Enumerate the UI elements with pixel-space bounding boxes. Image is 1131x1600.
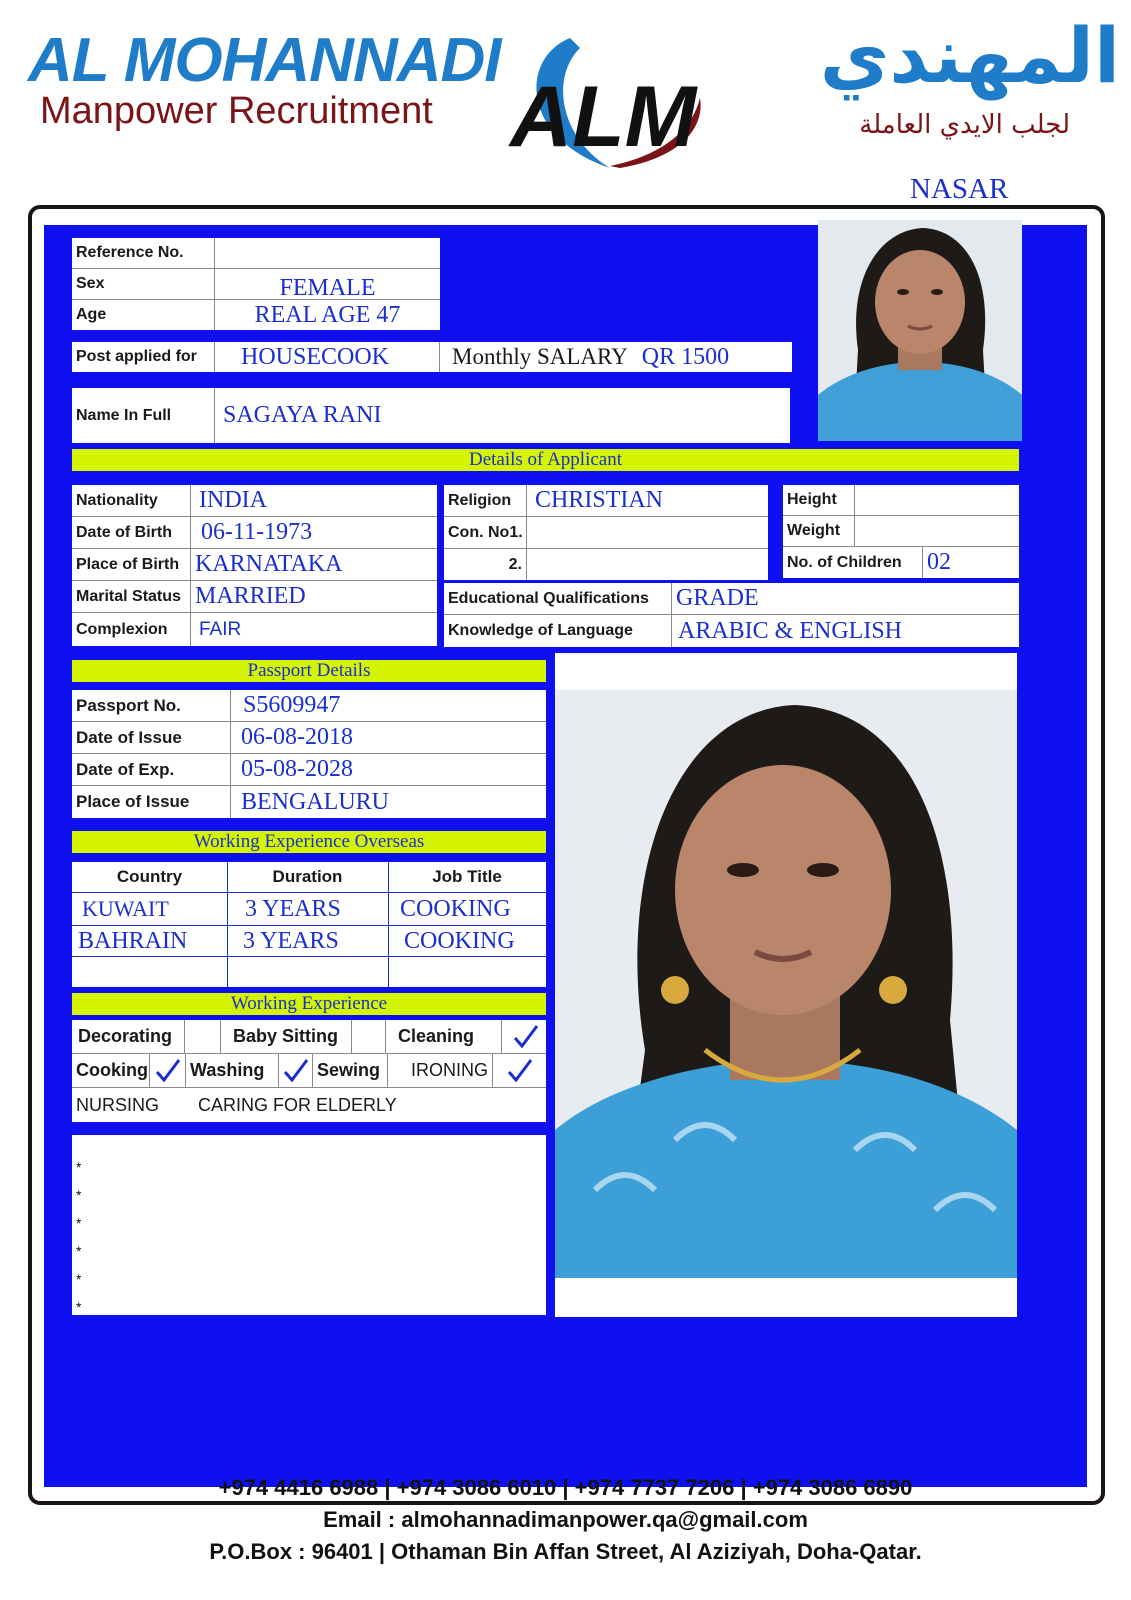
table-row — [72, 893, 546, 926]
section-passport: Passport Details — [72, 660, 546, 682]
complexion-label: Complexion — [72, 613, 191, 646]
notes-box — [72, 1135, 546, 1315]
logo-text: ALM — [510, 69, 697, 165]
passport-table — [72, 690, 546, 818]
reference-value — [215, 238, 440, 268]
weight-label: Weight — [783, 516, 855, 546]
passport-exp-label: Date of Exp. — [72, 754, 231, 785]
overseas-header-duration: Duration — [272, 867, 343, 886]
passport-no-value: S5609947 — [243, 692, 341, 718]
children-label: No. of Children — [783, 547, 923, 578]
person-portrait-icon — [555, 690, 1017, 1278]
marital-label: Marital Status — [72, 581, 191, 612]
contact2-value — [527, 549, 768, 580]
check-icon — [493, 1054, 546, 1087]
note-bullet: * — [76, 1215, 82, 1231]
table-row — [72, 957, 546, 987]
exp-decorating: Decorating — [72, 1020, 185, 1053]
exp-sewing: Sewing — [313, 1054, 388, 1087]
nationality-value: INDIA — [199, 487, 267, 513]
notes-list — [76, 1153, 81, 1321]
table-row — [72, 926, 546, 957]
section-experience: Working Experience — [72, 993, 546, 1015]
dob-label: Date of Birth — [72, 517, 191, 548]
footer-email: Email : almohannadimanpower.qa@gmail.com — [323, 1507, 808, 1532]
note-bullet: * — [76, 1243, 82, 1259]
children-value: 02 — [927, 549, 951, 575]
agent-name: NASAR — [910, 173, 1009, 205]
passport-place-value: BENGALURU — [241, 788, 389, 815]
applicant-photo-small — [818, 220, 1022, 441]
pob-label: Place of Birth — [72, 549, 191, 580]
person-portrait-icon — [818, 220, 1022, 441]
footer — [0, 1472, 1131, 1568]
exp-decorating-check — [185, 1020, 221, 1053]
exp-nursing: NURSING — [76, 1094, 160, 1115]
overseas-header-country: Country — [116, 867, 183, 886]
experience-table — [72, 1020, 546, 1122]
post-label: Post applied for — [72, 342, 215, 372]
age-label: Age — [72, 300, 215, 330]
exp-caring-elderly: CARING FOR ELDERLY — [198, 1094, 397, 1115]
language-value: ARABIC & ENGLISH — [678, 617, 903, 644]
education-value: GRADE — [676, 585, 759, 611]
note-bullet: * — [76, 1271, 82, 1287]
footer-address: P.O.Box : 96401 | Othaman Bin Affan Street, Al Aziziyah, Doha-Qatar. — [209, 1539, 922, 1564]
religion-value: CHRISTIAN — [535, 487, 664, 513]
passport-issue-label: Date of Issue — [72, 722, 231, 753]
passport-no-label: Passport No. — [72, 690, 231, 721]
passport-place-label: Place of Issue — [72, 786, 231, 818]
education-label: Educational Qualifications — [444, 583, 672, 614]
ref-sex-age-table — [72, 238, 440, 330]
nationality-label: Nationality — [72, 485, 191, 516]
check-icon — [279, 1054, 313, 1087]
weight-value — [855, 516, 1019, 546]
check-icon — [502, 1020, 546, 1053]
complexion-value: FAIR — [199, 618, 242, 640]
height-value — [855, 485, 1019, 515]
exp-ironing: IRONING — [388, 1054, 493, 1087]
brand-subtitle-arabic: لجلب الايدي العاملة — [859, 110, 1070, 140]
sex-value: FEMALE — [279, 274, 376, 299]
pob-value: KARNATAKA — [195, 551, 343, 577]
footer-phones: +974 4416 6988 | +974 3086 6010 | +974 7737 7206 | +974 3086 6890 — [218, 1475, 913, 1500]
post-value: HOUSECOOK — [215, 342, 440, 372]
brand-name: AL MOHANNADI — [28, 26, 501, 95]
passport-issue-value: 06-08-2018 — [241, 724, 353, 750]
name-value: SAGAYA RANI — [223, 402, 382, 428]
overseas-country: BAHRAIN — [78, 927, 188, 954]
religion-contact-table — [444, 485, 768, 580]
name-label: Name In Full — [72, 388, 215, 443]
passport-exp-value: 05-08-2028 — [241, 756, 353, 782]
overseas-duration: 3 YEARS — [243, 927, 339, 954]
contact1-label: Con. No1. — [444, 517, 527, 548]
physical-table — [783, 485, 1019, 578]
salary-label: Monthly SALARY — [452, 344, 628, 369]
applicant-photo-large — [555, 690, 1017, 1278]
check-icon — [150, 1054, 186, 1087]
overseas-job: COOKING — [404, 927, 515, 954]
language-label: Knowledge of Language — [444, 615, 672, 647]
note-bullet: * — [76, 1299, 82, 1315]
height-label: Height — [783, 485, 855, 515]
exp-cleaning: Cleaning — [386, 1020, 502, 1053]
overseas-country: KUWAIT — [82, 896, 169, 921]
overseas-table — [72, 862, 546, 987]
note-bullet: * — [76, 1187, 82, 1203]
section-details-applicant: Details of Applicant — [72, 449, 1019, 471]
full-name-row — [72, 388, 790, 443]
reference-label: Reference No. — [72, 238, 215, 268]
overseas-job: COOKING — [400, 895, 511, 922]
overseas-duration: 3 YEARS — [245, 895, 341, 922]
salary-value: QR 1500 — [641, 343, 730, 370]
exp-baby-sitting-check — [352, 1020, 386, 1053]
overseas-header-job: Job Title — [432, 867, 502, 886]
age-value: REAL AGE 47 — [254, 301, 401, 328]
dob-value: 06-11-1973 — [201, 519, 313, 545]
exp-washing: Washing — [186, 1054, 279, 1087]
post-salary-row — [72, 342, 792, 372]
applicant-left-table — [72, 485, 437, 646]
education-language-table — [444, 583, 1019, 647]
alm-logo — [500, 18, 730, 178]
brand-name-arabic: المهندي — [819, 11, 1120, 100]
contact2-label: 2. — [444, 549, 527, 580]
religion-label: Religion — [444, 485, 527, 516]
marital-value: MARRIED — [195, 583, 306, 609]
exp-baby-sitting: Baby Sitting — [221, 1020, 352, 1053]
exp-cooking: Cooking — [72, 1054, 150, 1087]
sex-label: Sex — [72, 269, 215, 299]
section-overseas: Working Experience Overseas — [72, 831, 546, 853]
contact1-value — [527, 517, 768, 548]
brand-subtitle: Manpower Recruitment — [40, 90, 433, 132]
note-bullet: * — [76, 1159, 82, 1175]
